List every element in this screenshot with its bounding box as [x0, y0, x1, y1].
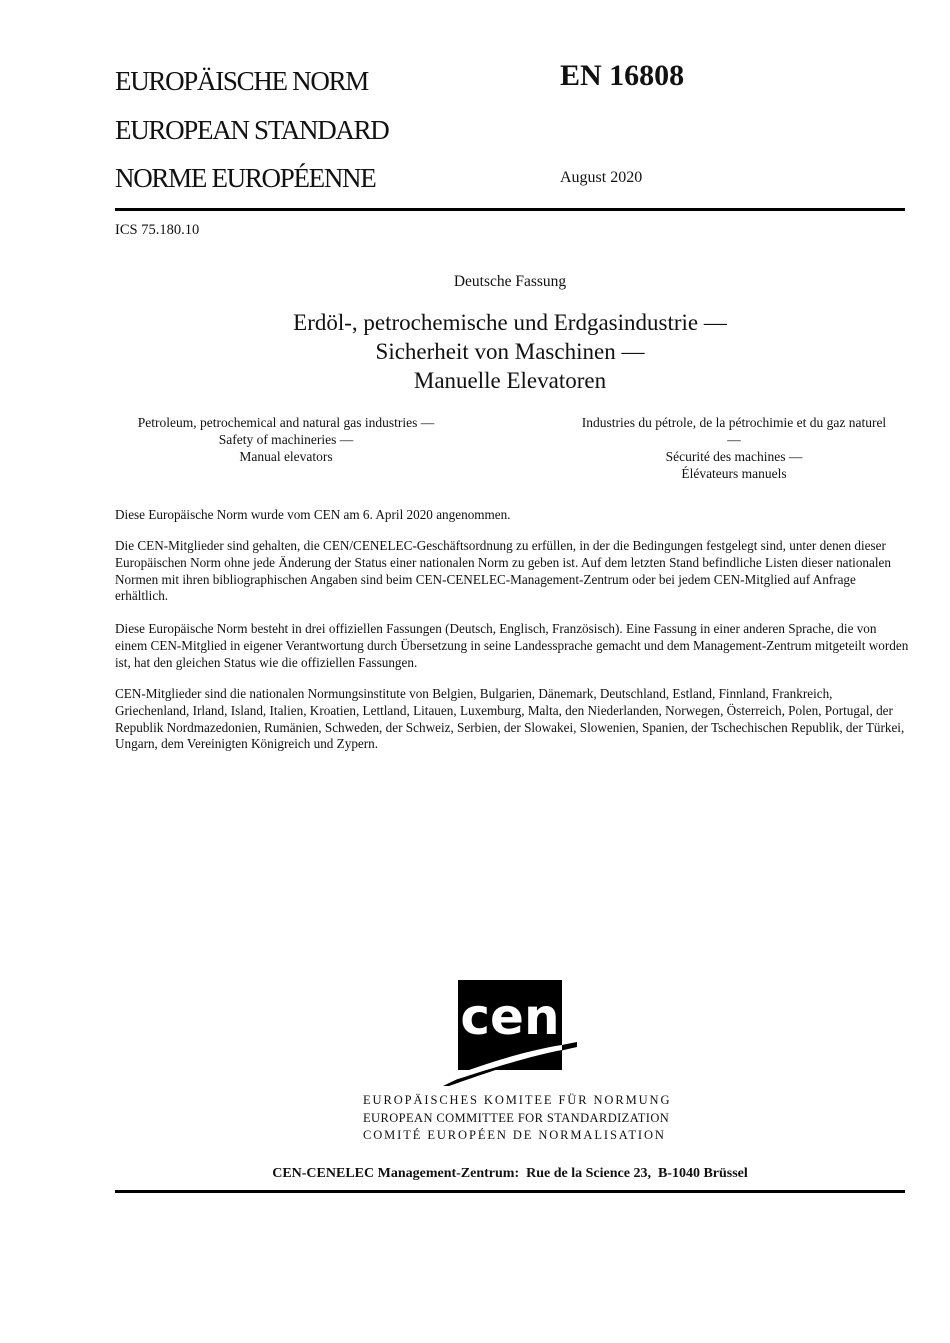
- standard-name-de: EUROPÄISCHE NORM: [115, 66, 368, 96]
- standard-number: EN 16808: [560, 59, 685, 92]
- body-paragraph-adoption: Diese Europäische Norm wurde vom CEN am 6. April 2020 angenommen.: [115, 507, 511, 522]
- body-paragraph-members: CEN-Mitglieder sind die nationalen Normungsinstitute von Belgien, Bulgarien, Dänemark, Deutschland, Estland, Finnland, Frankreich, Griechenland, Irland, Island, Italien, Kroatien, Lettland, Litauen, Luxemburg, Malta, den Niederlanden, Norwegen, Österreich, Polen, Portugal, der Republik Nordmazedonien, Rumänien, Schweden, der Schweiz, Serbien, der Slowakei, Slowenien, Spanien, der Tschechischen Republik, der Türkei, Ungarn, dem Vereinigten Königreich und Zypern.: [115, 686, 905, 752]
- committee-name-fr: COMITÉ EUROPÉEN DE NORMALISATION: [363, 1128, 666, 1142]
- title-german-line: Erdöl-, petrochemische und Erdgasindustrie —: [293, 310, 727, 335]
- title-english: [115, 414, 457, 465]
- header-divider: [115, 208, 905, 211]
- title-french: [575, 414, 893, 482]
- publication-date: August 2020: [560, 169, 643, 186]
- cen-logo-icon: [443, 980, 577, 1086]
- committee-name-de: EUROPÄISCHES KOMITEE FÜR NORMUNG: [363, 1093, 672, 1107]
- title-english-line: Manual elevators: [239, 449, 333, 464]
- title-french-line: Industries du pétrole, de la pétrochimie et du gaz naturel —: [581, 415, 887, 447]
- body-paragraph-versions: Diese Europäische Norm besteht in drei offiziellen Fassungen (Deutsch, Englisch, Französisch). Eine Fassung in einer anderen Sprache, die von einem CEN-Mitglied in eigener Verantwortung durch Übersetzung in seine Landessprache gemacht und dem Management-Zentrum mitgeteilt worden ist, hat den gleichen Status wie die offiziellen Fassungen.: [115, 621, 909, 670]
- title-german: [115, 308, 905, 395]
- committee-name-en: EUROPEAN COMMITTEE FOR STANDARDIZATION: [363, 1111, 670, 1125]
- management-centre-address: CEN-CENELEC Management-Zentrum: Rue de la Science 23, B-1040 Brüssel: [272, 1166, 748, 1181]
- version-label: Deutsche Fassung: [453, 273, 567, 290]
- title-german-line: Sicherheit von Maschinen —: [375, 339, 645, 364]
- ics-code: ICS 75.180.10: [115, 222, 200, 238]
- footer-divider: [115, 1190, 905, 1193]
- title-french-line: Élévateurs manuels: [681, 466, 787, 481]
- standard-name-fr: NORME EUROPÉENNE: [115, 163, 376, 193]
- body-paragraph-regulations: Die CEN-Mitglieder sind gehalten, die CEN/CENELEC-Geschäftsordnung zu erfüllen, in der die Bedingungen festgelegt sind, unter denen dieser Europäischen Norm ohne jede Änderung der Status einer nationalen Norm zu geben ist. Auf dem letzten Stand befindliche Listen dieser nationalen Normen mit ihren bibliographischen Angaben sind beim CEN-CENELEC-Management-Zentrum oder bei jedem CEN-Mitglied auf Anfrage erhältlich.: [115, 538, 891, 604]
- standard-name-en: EUROPEAN STANDARD: [115, 115, 389, 145]
- title-english-line: Petroleum, petrochemical and natural gas industries —: [137, 415, 435, 430]
- cen-logo-text: cen: [460, 988, 560, 1046]
- title-english-line: Safety of machineries —: [218, 432, 354, 447]
- title-french-line: Sécurité des machines —: [665, 449, 803, 464]
- title-german-line: Manuelle Elevatoren: [413, 368, 607, 393]
